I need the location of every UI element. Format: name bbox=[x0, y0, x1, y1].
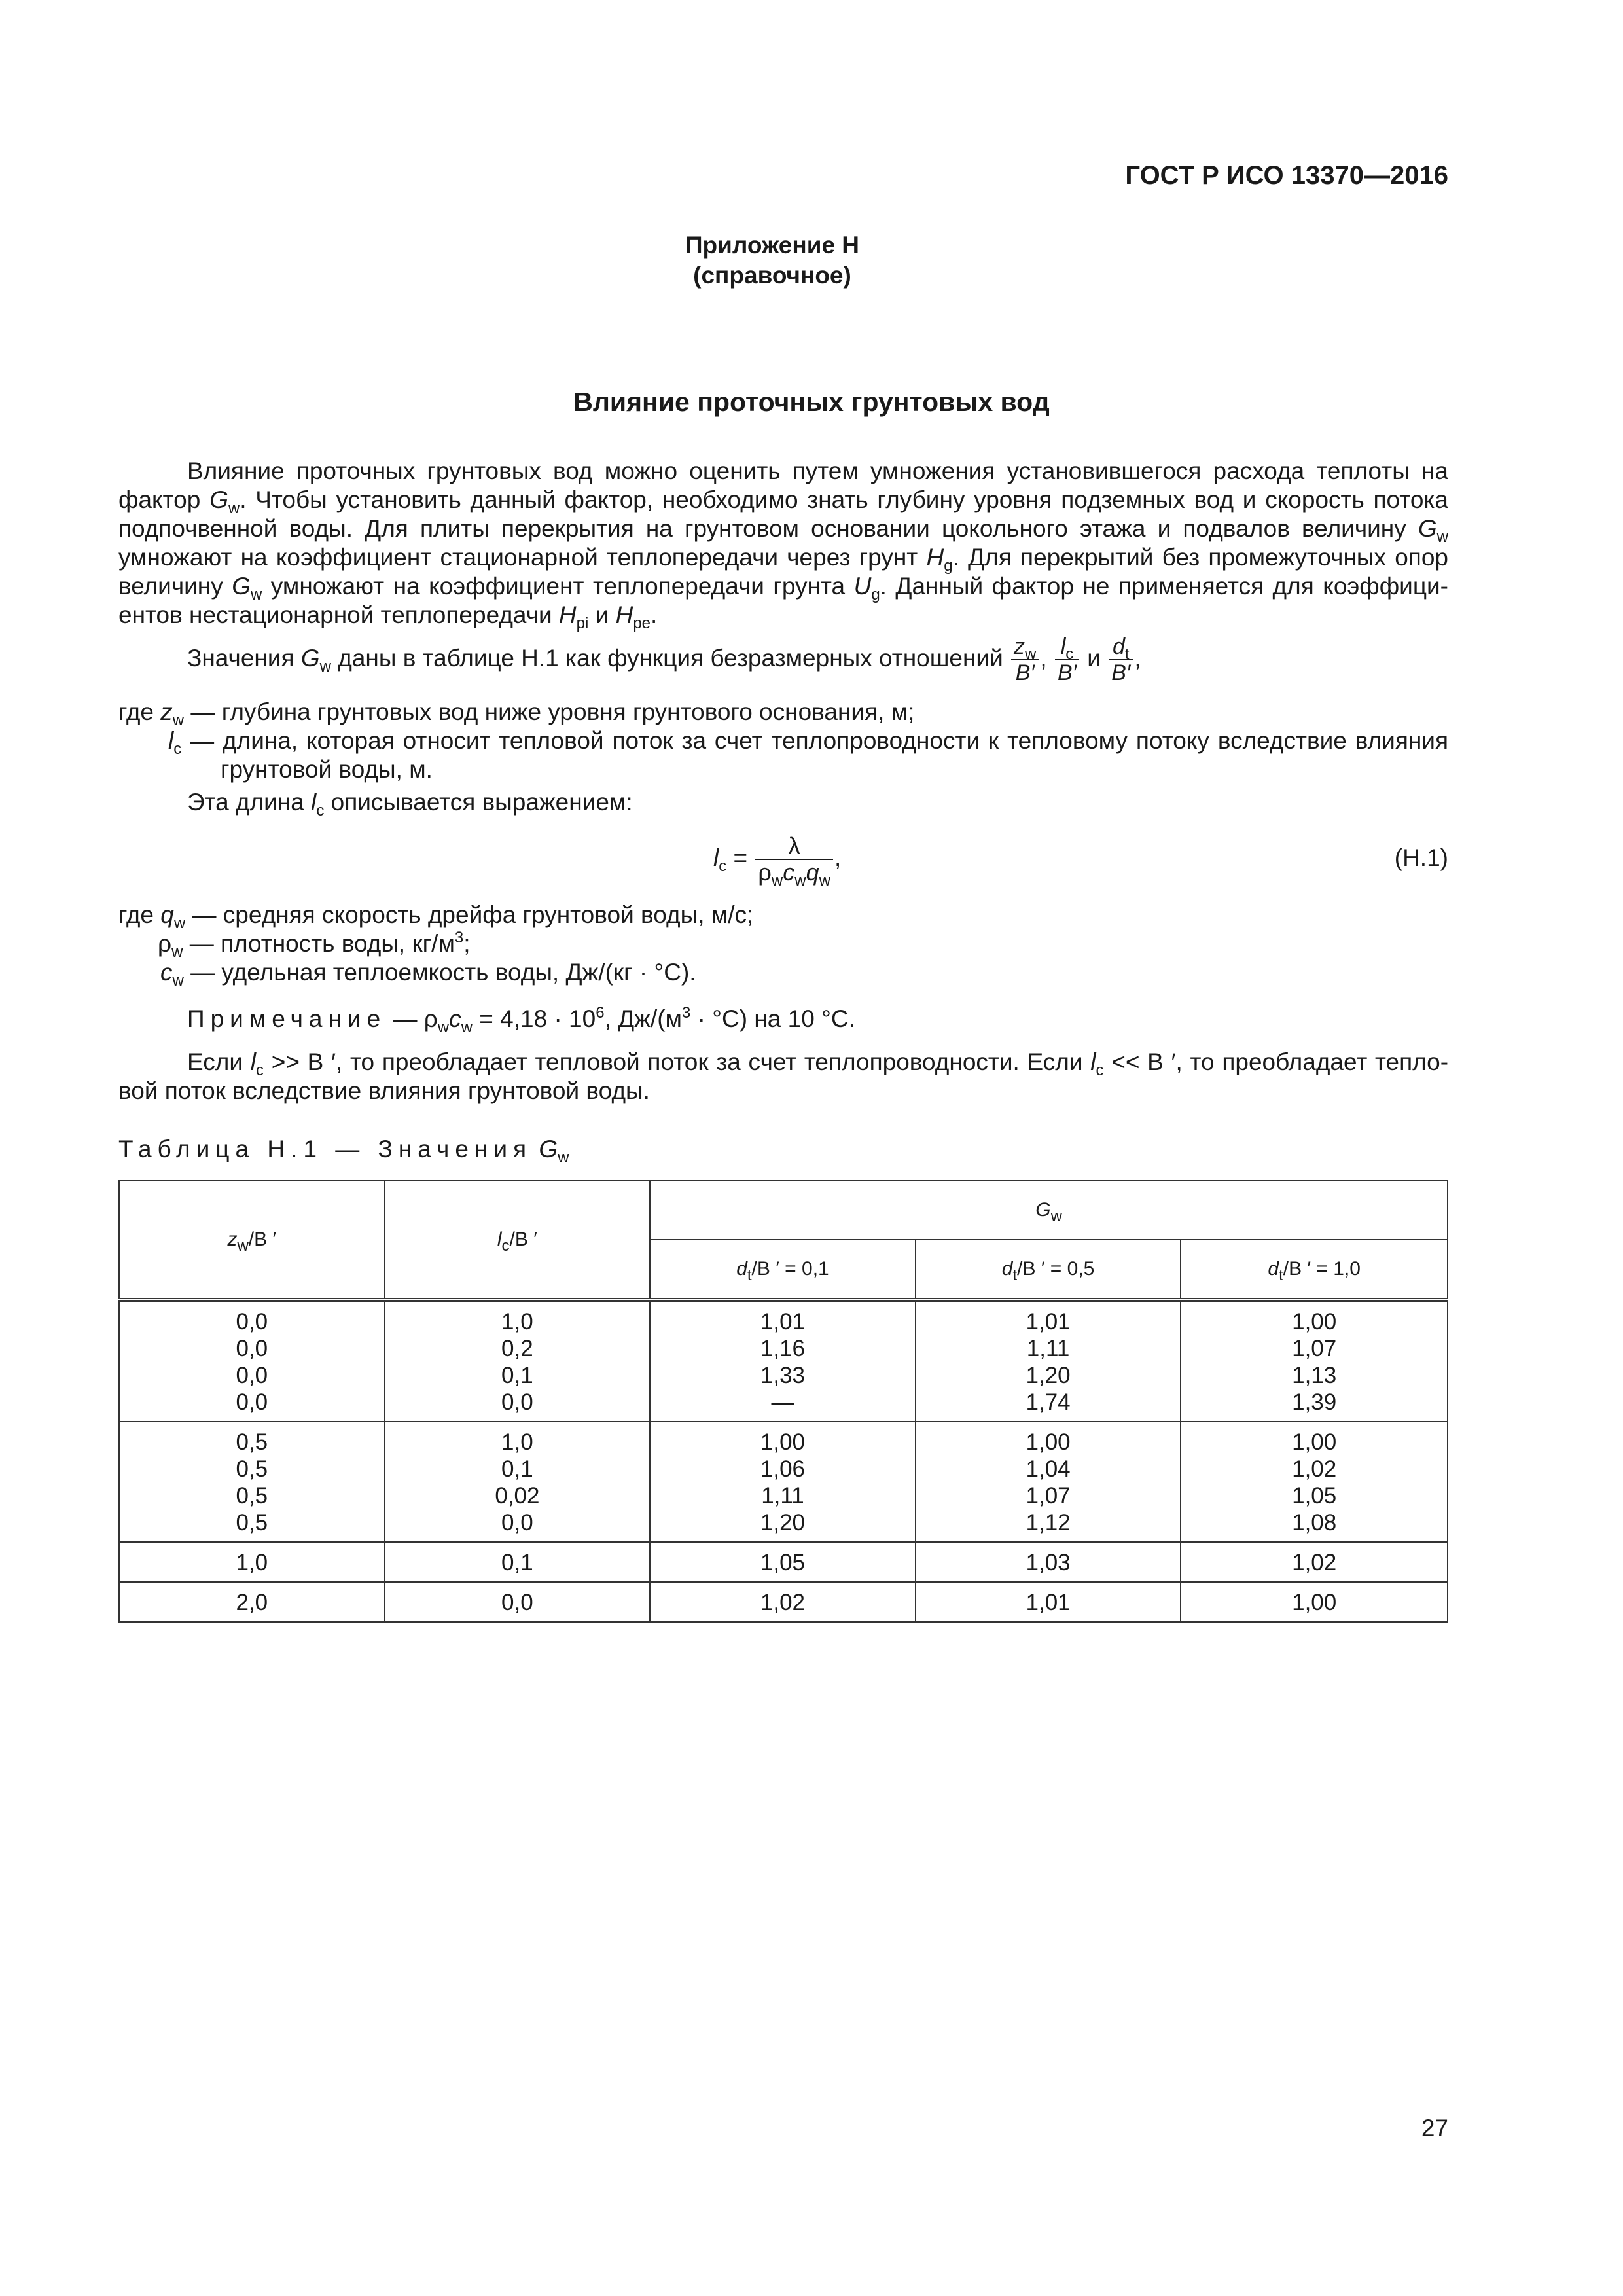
table-cell-d01 bbox=[650, 1542, 916, 1582]
cell-value: 0,0 bbox=[236, 1363, 268, 1388]
annex-heading bbox=[615, 230, 929, 291]
table-cell-lc bbox=[385, 1542, 651, 1582]
cell-value: 1,39 bbox=[1292, 1390, 1337, 1415]
cell-value: 0,5 bbox=[236, 1429, 268, 1455]
cell-value: 0,02 bbox=[495, 1483, 540, 1509]
table-cell-d01 bbox=[650, 1582, 916, 1622]
text-line: подпочвенной воды. Для плиты перекрытия на грунтовом основании цокольного этажа и подвалов величину $G_w$ bbox=[118, 515, 1448, 546]
cell-value: 1,16 bbox=[760, 1336, 806, 1361]
text-line: Влияние проточных грунтовых вод можно оценить путем умножения установившегося расхода теплоты на bbox=[187, 457, 1448, 484]
text-line: фактор $G_w$. Чтобы установить данный фактор, необходимо знать глубину уровня подземных вод и скорость потока bbox=[118, 486, 1448, 517]
cell-value: — bbox=[771, 1390, 794, 1415]
cell-value: 1,05 bbox=[760, 1550, 806, 1575]
table-cell-d01 bbox=[650, 1422, 916, 1542]
cell-value: 1,11 bbox=[761, 1483, 804, 1509]
table-cell-d05 bbox=[916, 1582, 1181, 1622]
text-line: величину $G_w$ умножают на коэффициент теплопередачи грунта $U_g$. Данный фактор не применяется для коэффици- bbox=[118, 573, 1449, 603]
definitions-2 bbox=[118, 901, 1448, 990]
table-cell-d10 bbox=[1181, 1300, 1448, 1422]
cell-value: 1,74 bbox=[1026, 1390, 1071, 1415]
cell-value: 1,12 bbox=[1026, 1510, 1071, 1535]
cell-value: 1,07 bbox=[1026, 1483, 1071, 1509]
table-cell-d05 bbox=[916, 1300, 1181, 1422]
cell-value: 1,11 bbox=[1026, 1336, 1070, 1361]
cell-value: 1,02 bbox=[760, 1590, 806, 1615]
cell-value: 0,5 bbox=[236, 1510, 268, 1535]
text-line: Если $l_c >> B$ ′, то преобладает тепловой поток за счет теплопроводности. Если $l_c << B$ ′, то преобладает тепло- bbox=[187, 1049, 1449, 1079]
cell-value: 0,5 bbox=[236, 1456, 268, 1482]
table-cell-d10 bbox=[1181, 1542, 1448, 1582]
text-line: Эта длина $l_c$ описывается выражением: bbox=[187, 789, 633, 819]
table-row-group bbox=[119, 1300, 1448, 1422]
table-cell-d10 bbox=[1181, 1422, 1448, 1542]
fraction-dt-b: $\frac{d_t}{B'}$ bbox=[1109, 634, 1133, 685]
header-zw: $z_w/B$ ′ bbox=[119, 1181, 385, 1300]
cell-value: 1,04 bbox=[1026, 1456, 1071, 1482]
header-dt-01: $d_t/B$ ′ = 0,1 bbox=[650, 1240, 916, 1300]
cell-value: 1,00 bbox=[760, 1429, 806, 1455]
cell-value: 1,01 bbox=[760, 1309, 806, 1335]
table-row-group bbox=[119, 1542, 1448, 1582]
table-cell-lc bbox=[385, 1582, 651, 1622]
table-cell-d10 bbox=[1181, 1582, 1448, 1622]
section-title: Влияние проточных грунтовых вод bbox=[573, 387, 1050, 417]
cell-value: 0,5 bbox=[236, 1483, 268, 1509]
table-cell-lc bbox=[385, 1300, 651, 1422]
fraction-zw-b: $\frac{z_w}{B'}$ bbox=[1011, 634, 1039, 685]
note-line: Примечание — $\rho_wc_w = 4,18 \cdot 10^6$, $Дж/(м^3 \cdot ^\circ С)$ на 10 °С. bbox=[187, 1004, 855, 1036]
annex-title: Приложение Н bbox=[685, 232, 860, 259]
table-row-group bbox=[119, 1582, 1448, 1622]
cell-value: 1,06 bbox=[760, 1456, 806, 1482]
table-caption: Таблица Н.1 — Значения $G_w$ bbox=[118, 1136, 569, 1166]
table-cell-zw bbox=[119, 1300, 385, 1422]
paragraph-ratios bbox=[118, 632, 1448, 685]
cell-value: 1,13 bbox=[1292, 1363, 1337, 1388]
page-number: 27 bbox=[1421, 2115, 1448, 2142]
header-dt-05: $d_t/B$ ′ = 0,5 bbox=[916, 1240, 1181, 1300]
cell-value: 1,33 bbox=[760, 1363, 806, 1388]
paragraph-length bbox=[118, 788, 1448, 817]
table-cell-d01 bbox=[650, 1300, 916, 1422]
cell-value: 1,00 bbox=[1026, 1429, 1071, 1455]
text-line: вой поток вследствие влияния грунтовой воды. bbox=[118, 1077, 650, 1104]
cell-value: 1,01 bbox=[1026, 1309, 1071, 1335]
cell-value: 0,0 bbox=[501, 1390, 533, 1415]
note bbox=[118, 1004, 1448, 1036]
standard-designation: ГОСТ Р ИСО 13370—2016 bbox=[1125, 161, 1448, 190]
header-lc: $l_c/B$ ′ bbox=[385, 1181, 651, 1300]
annex-status: (справочное) bbox=[693, 262, 851, 289]
cell-value: 0,1 bbox=[501, 1456, 533, 1482]
cell-value: 1,02 bbox=[1292, 1456, 1337, 1482]
cell-value: 1,05 bbox=[1292, 1483, 1337, 1509]
formula-h1: $l_c$ = $\frac{\lambda}{\rho_wc_wq_w}$ , bbox=[713, 833, 842, 890]
cell-value: 0,0 bbox=[236, 1336, 268, 1361]
paragraph-intro bbox=[118, 457, 1448, 630]
table-cell-zw bbox=[119, 1542, 385, 1582]
cell-value: 1,20 bbox=[1026, 1363, 1071, 1388]
definitions-1 bbox=[118, 698, 1448, 784]
cell-value: 1,02 bbox=[1292, 1550, 1337, 1575]
header-dt-10: $d_t/B$ ′ = 1,0 bbox=[1181, 1240, 1448, 1300]
cell-value: 0,0 bbox=[501, 1590, 533, 1615]
cell-value: 1,07 bbox=[1292, 1336, 1337, 1361]
text-line: ентов нестационарной теплопередачи $H_{pi}$ и $H_{pe}$. bbox=[118, 601, 658, 632]
cell-value: 0,0 bbox=[501, 1510, 533, 1535]
cell-value: 0,1 bbox=[501, 1363, 533, 1388]
text-line: Значения $G_w$ даны в таблице Н.1 как функция безразмерных отношений $\frac{z_w}{B'}$ , $\frac{l_c}{B'}$ и $\frac{d_t}{B'}$ , bbox=[187, 634, 1141, 686]
gw-table bbox=[118, 1180, 1448, 1623]
text-line: умножают на коэффициент стационарной теплопередачи через грунт $H_g$. Для перекрытий без промежуточных опор bbox=[118, 544, 1448, 575]
cell-value: 2,0 bbox=[236, 1590, 268, 1615]
definition-qw: где $q_w$ — средняя скорость дрейфа грунтовой воды, м/с; bbox=[118, 901, 754, 932]
definition-zw: где $z_w$ — глубина грунтовых вод ниже уровня грунтового основания, м; bbox=[118, 698, 915, 729]
formula-label: (Н.1) bbox=[1394, 844, 1448, 871]
cell-value: 1,01 bbox=[1026, 1590, 1071, 1615]
cell-value: 1,00 bbox=[1292, 1429, 1337, 1455]
definition-rho: $\rho_w$ — плотность воды, $кг/м^3$; bbox=[158, 929, 471, 961]
fraction-lc-b: $\frac{l_c}{B'}$ bbox=[1055, 634, 1079, 685]
table-cell-d05 bbox=[916, 1422, 1181, 1542]
table-cell-zw bbox=[119, 1582, 385, 1622]
table-row-group bbox=[119, 1422, 1448, 1542]
cell-value: 1,00 bbox=[1292, 1590, 1337, 1615]
cell-value: 0,1 bbox=[501, 1550, 533, 1575]
header-gw: $G_w$ bbox=[650, 1181, 1448, 1240]
definition-cw: $c_w$ — удельная теплоемкость воды, Дж/(кг · °С). bbox=[160, 959, 696, 990]
cell-value: 1,03 bbox=[1026, 1550, 1071, 1575]
cell-value: 1,00 bbox=[1292, 1309, 1337, 1335]
cell-value: 1,0 bbox=[501, 1309, 533, 1335]
formula-fraction: $\frac{\lambda}{\rho_wc_wq_w}$ bbox=[755, 834, 833, 885]
definition-lc-cont: грунтовой воды, м. bbox=[221, 756, 433, 783]
table-cell-lc bbox=[385, 1422, 651, 1542]
table-cell-zw bbox=[119, 1422, 385, 1542]
table-cell-d05 bbox=[916, 1542, 1181, 1582]
cell-value: 1,20 bbox=[760, 1510, 806, 1535]
cell-value: 1,0 bbox=[501, 1429, 533, 1455]
paragraph-comparison bbox=[118, 1048, 1448, 1105]
cell-value: 1,0 bbox=[236, 1550, 268, 1575]
cell-value: 0,2 bbox=[501, 1336, 533, 1361]
definition-lc: $l_c$ — длина, которая относит тепловой поток за счет теплопроводности к тепловому потоку вследствие влияния bbox=[168, 727, 1448, 758]
cell-value: 0,0 bbox=[236, 1390, 268, 1415]
cell-value: 0,0 bbox=[236, 1309, 268, 1335]
cell-value: 1,08 bbox=[1292, 1510, 1337, 1535]
